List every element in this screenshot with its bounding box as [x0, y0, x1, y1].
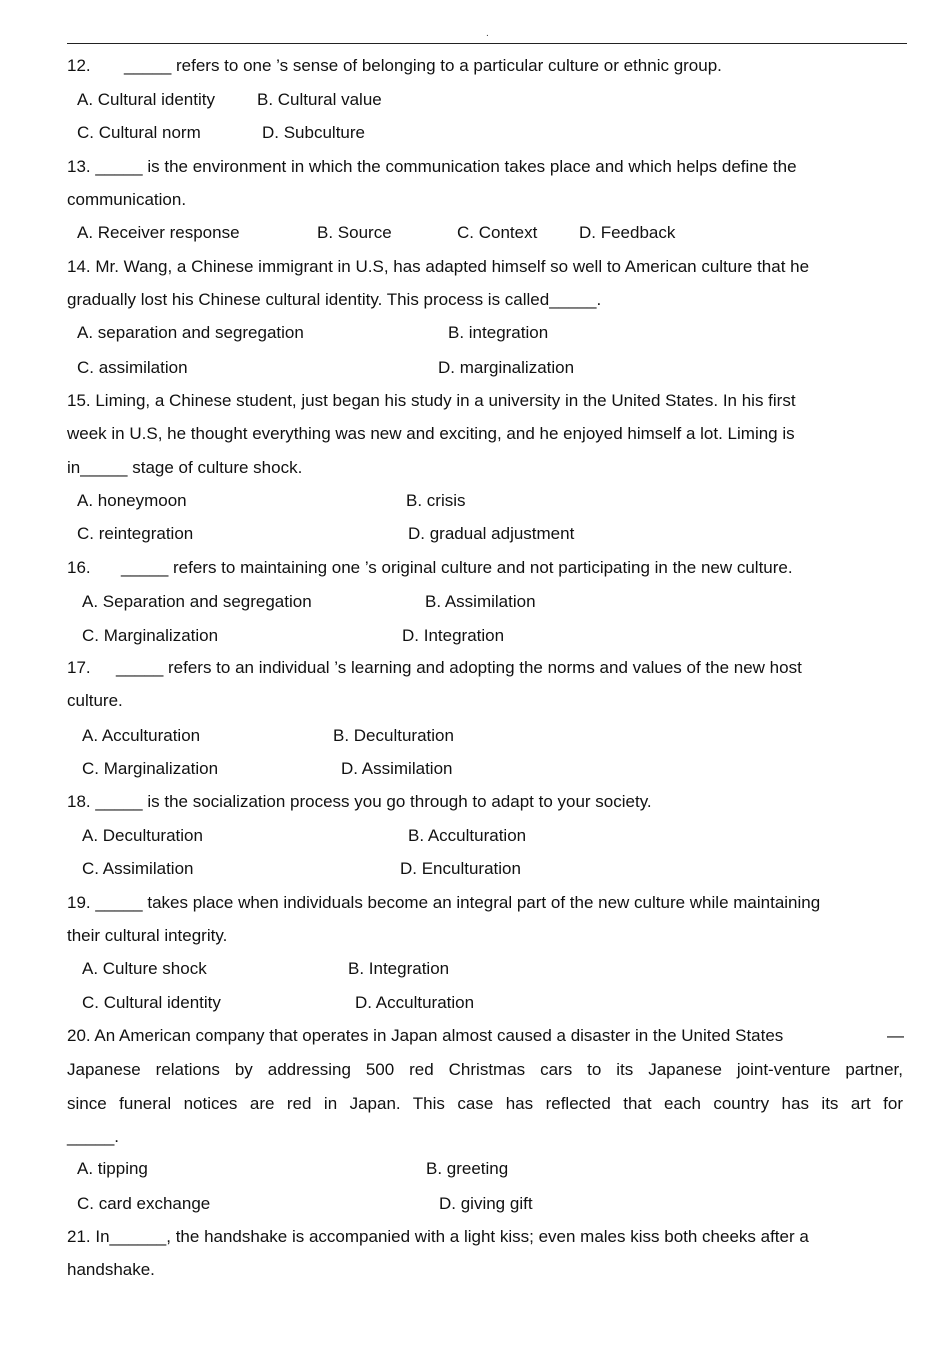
question-12-option-a: A. Cultural identity [77, 90, 215, 109]
question-15-option-c: C. reintegration [77, 524, 194, 543]
question-13-option-a: A. Receiver response [77, 223, 240, 242]
question-15-stem-line-1: 15. Liming, a Chinese student, just began his study in a university in the United States. In his first [67, 391, 796, 410]
question-19-option-a: A. Culture shock [82, 959, 207, 978]
question-15-option-a: A. honeymoon [77, 491, 187, 510]
question-17-option-a: A. Acculturation [82, 726, 201, 745]
question-14-option-a: A. separation and segregation [77, 323, 304, 342]
question-19-option-b: B. Integration [348, 959, 450, 978]
question-18-option-a: A. Deculturation [82, 826, 203, 845]
question-16-stem: _____ refers to maintaining one ’s original culture and not participating in the new culture. [121, 558, 793, 577]
question-18-option-b: B. Acculturation [408, 826, 527, 845]
question-20-dash: — [887, 1026, 904, 1045]
question-12-stem: _____ refers to one ’s sense of belonging to a particular culture or ethnic group. [124, 56, 722, 75]
question-21-stem-line-2: handshake. [67, 1260, 155, 1279]
question-13-stem-line-1: 13. _____ is the environment in which the communication takes place and which helps define the [67, 157, 797, 176]
question-19-stem-line-1: 19. _____ takes place when individuals become an integral part of the new culture while maintaining [67, 893, 821, 912]
question-17-stem-line-2: culture. [67, 691, 123, 710]
header-rule [67, 43, 907, 44]
question-20-option-b: B. greeting [426, 1159, 509, 1178]
question-20-option-d: D. giving gift [439, 1194, 533, 1213]
question-16-option-d: D. Integration [402, 626, 505, 645]
question-15-stem-line-3: in_____ stage of culture shock. [67, 458, 303, 477]
question-20-option-a: A. tipping [77, 1159, 148, 1178]
question-18-stem: 18. _____ is the socialization process you go through to adapt to your society. [67, 792, 652, 811]
question-17-option-b: B. Deculturation [333, 726, 454, 745]
question-14-option-c: C. assimilation [77, 358, 188, 377]
question-16-option-c: C. Marginalization [82, 626, 219, 645]
question-16-option-a: A. Separation and segregation [82, 592, 312, 611]
question-19-option-d: D. Acculturation [355, 993, 475, 1012]
question-15-stem-line-2: week in U.S, he thought everything was new and exciting, and he enjoyed himself a lot. Liming is [67, 424, 795, 443]
question-20-stem-line-4: _____. [67, 1127, 119, 1146]
question-13-option-c: C. Context [457, 223, 538, 242]
question-14-stem-line-2: gradually lost his Chinese cultural identity. This process is called_____. [67, 290, 602, 309]
question-12-number: 12. [67, 56, 91, 75]
question-16-option-b: B. Assimilation [425, 592, 536, 611]
question-17-number: 17. [67, 658, 91, 677]
question-14-stem-line-1: 14. Mr. Wang, a Chinese immigrant in U.S, has adapted himself so well to American culture that he [67, 257, 810, 276]
question-14-option-d: D. marginalization [438, 358, 575, 377]
question-15-option-b: B. crisis [406, 491, 466, 510]
question-20-stem-line-1: 20. An American company that operates in Japan almost caused a disaster in the United States [67, 1026, 784, 1045]
question-14-option-b: B. integration [448, 323, 549, 342]
question-17-stem-line-1: _____ refers to an individual ’s learning and adopting the norms and values of the new host [116, 658, 802, 677]
question-12-option-c: C. Cultural norm [77, 123, 201, 142]
question-12-option-b: B. Cultural value [257, 90, 382, 109]
question-17-option-c: C. Marginalization [82, 759, 219, 778]
question-20-stem-line-2: Japanese relations by addressing 500 red Christmas cars to its Japanese joint-venture partner, [67, 1060, 903, 1079]
question-17-option-d: D. Assimilation [341, 759, 453, 778]
question-13-option-d: D. Feedback [579, 223, 676, 242]
question-20-stem-line-3: since funeral notices are red in Japan. This case has reflected that each country has its art for [67, 1094, 903, 1113]
question-16-number: 16. [67, 558, 91, 577]
question-13-stem-line-2: communication. [67, 190, 187, 209]
question-19-option-c: C. Cultural identity [82, 993, 221, 1012]
question-18-option-c: C. Assimilation [82, 859, 194, 878]
question-21-stem-line-1: 21. In______, the handshake is accompanied with a light kiss; even males kiss both cheeks after a [67, 1227, 809, 1246]
question-20-option-c: C. card exchange [77, 1194, 211, 1213]
question-12-option-d: D. Subculture [262, 123, 365, 142]
header-mark: . [486, 28, 489, 39]
question-18-option-d: D. Enculturation [400, 859, 521, 878]
question-15-option-d: D. gradual adjustment [408, 524, 575, 543]
question-19-stem-line-2: their cultural integrity. [67, 926, 228, 945]
question-13-option-b: B. Source [317, 223, 392, 242]
